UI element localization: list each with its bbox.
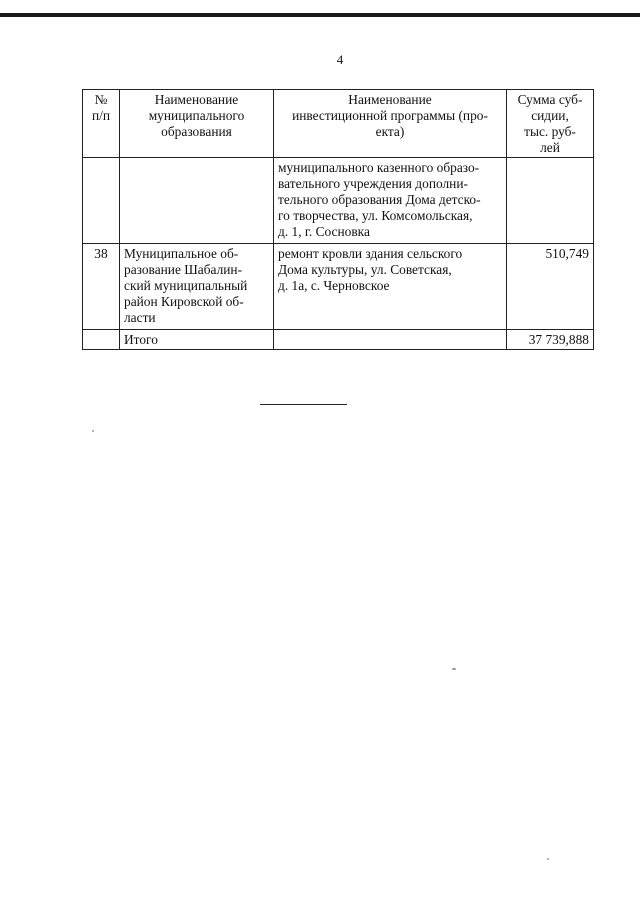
table-row: [83, 158, 594, 244]
cell-number: 38: [83, 244, 120, 330]
cell-number: [83, 330, 120, 350]
table-header-row: [83, 90, 594, 158]
table-total-row: [83, 330, 594, 350]
cell-program: муниципального казенного образо- вательного учреждения дополни- тельного образования Дома детско- го творчества, ул. Комсомольская, д. 1, г. Сосновка: [274, 158, 507, 244]
cell-program: [274, 330, 507, 350]
table-row: [83, 244, 594, 330]
cell-municipality: [120, 158, 274, 244]
cell-municipality: Муниципальное об- разование Шабалин- ский муниципальный район Кировской об- ласти: [120, 244, 274, 330]
cell-total-label: Итого: [120, 330, 274, 350]
top-border-rule: [0, 13, 640, 17]
page-number: 4: [336, 52, 344, 67]
cell-amount: [507, 158, 594, 244]
subsidy-table: [82, 89, 594, 350]
cell-program: ремонт кровли здания сельского Дома культуры, ул. Советская, д. 1а, с. Черновское: [274, 244, 507, 330]
scan-speck: [92, 430, 94, 432]
header-program: Наименование инвестиционной программы (про- екта): [274, 90, 507, 158]
end-of-document-rule: [260, 404, 347, 405]
header-amount: Сумма суб- сидии, тыс. руб- лей: [507, 90, 594, 158]
cell-total-amount: 37 739,888: [507, 330, 594, 350]
scan-speck: [452, 668, 456, 670]
scan-speck: [547, 858, 549, 860]
header-municipality: Наименование муниципального образования: [120, 90, 274, 158]
cell-number: [83, 158, 120, 244]
header-number: № п/п: [83, 90, 120, 158]
cell-amount: 510,749: [507, 244, 594, 330]
